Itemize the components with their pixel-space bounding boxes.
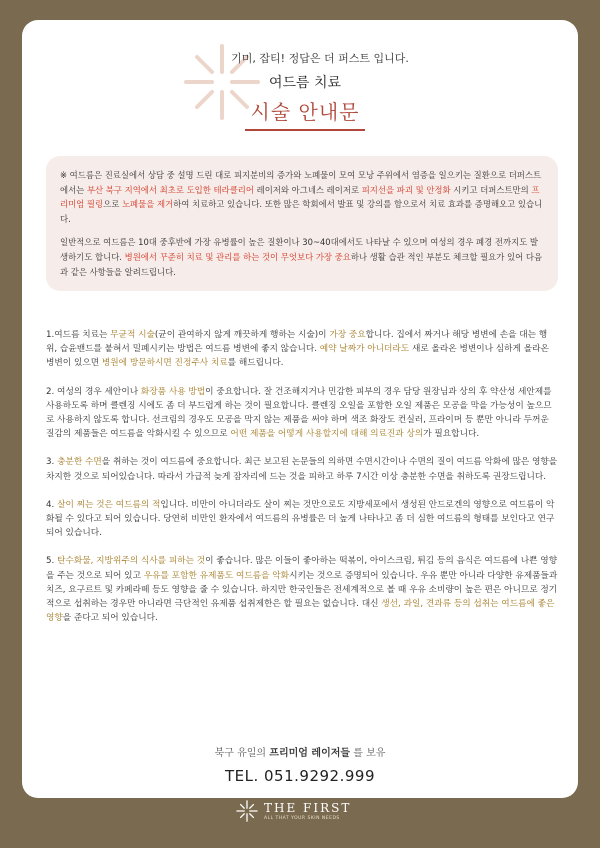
- body-text: 합니다. 집에서 짜거나 해당 병변에 손을 대는 행위, 습윤밴드를 붙혀서 밀폐시키는 방법은 여드름 병변에 좋지 않습니다.: [46, 330, 548, 355]
- body-text: 입니다. 비만이 아니더라도 살이 찌는 것만으로도 지방세포에서 생성된 안드로겐의 영향으로 여드름이 악화될 수 있다고 되어 있습니다. 당연히 비만인 환자에서 여드름의 유병률은 더 높게 나타나고 좀 더 심한 여드름의 형태를 보인다고 연구되어 있습니다.: [46, 499, 555, 539]
- header: [22, 50, 578, 131]
- highlight-text: 충분한 수면: [57, 457, 102, 468]
- highlight-text: 무균적 시술: [110, 330, 155, 340]
- guideline-sections: [46, 328, 558, 639]
- highlight-text: 어떤 제품을 어떻게 사용할지에 대해 의료진과 상의: [230, 429, 424, 440]
- body-text: 레이저와 아그네스 레이저로: [253, 184, 362, 195]
- highlight-text: 탄수화물, 지방위주의 식사를 피하는 것: [57, 556, 206, 567]
- notice-paragraph-2: [60, 235, 544, 279]
- highlight-text: 노폐물을 제거: [121, 199, 174, 210]
- body-text: 을 준다고 되어 있습니다.: [62, 613, 158, 624]
- subtitle: 여드름 치료: [268, 75, 342, 91]
- body-text: (균이 관여하지 않게 깨끗하게 행하는 시술)이: [154, 330, 330, 340]
- body-text: 이 좋습니다. 많은 이들이 좋아하는 떡볶이, 아이스크림, 튀김 등의 음식은 여드름에 나쁜 영향을 주는 것으로 되어 있고: [46, 556, 558, 581]
- footer-slogan: [22, 744, 578, 759]
- phone-number[interactable]: TEL. 051.9292.999: [224, 767, 375, 785]
- body-text: ※ 여드름은 진료실에서 상담 중 설명 드린 대로 피지분비의 증가와 노폐물이 모여 모낭 주위에서 염증을 일으키는 질환으로 더퍼스트에서는: [60, 170, 542, 195]
- highlight-text: 화장품 사용 방법: [140, 386, 206, 397]
- body-text: 2. 여성의 경우 세안이나: [46, 386, 141, 397]
- guideline-item-4: [46, 498, 558, 541]
- highlight-text: 생선, 과일, 견과류 등의 섭취는 여드름에 좋은 영향: [46, 599, 555, 624]
- logo-sparkle-icon: [236, 800, 258, 822]
- guideline-item-2: [46, 385, 558, 442]
- body-text: 을 취하는 것이 여드름에 중요합니다. 최근 보고된 논문들의 의하면 수면시간이나 수면의 질이 여드름 악화에 많은 영향을 차지한 것으로 되어있습니다. 따라서 가급적 늦게 잠자리에 드는 것을 피하고 하루 7시간 이상 충분한 수면을 취하도록 권장드립니다.: [46, 457, 558, 482]
- highlight-text: 우유를 포함한 유제품도 여드름을 악화: [143, 570, 290, 581]
- highlight-text: 프리미엄 필링: [60, 184, 540, 210]
- footer-slogan-bold: 프리미엄 레이저들: [269, 748, 351, 759]
- logo-name: THE FIRST: [264, 800, 352, 815]
- guideline-item-5: [46, 554, 558, 625]
- body-text: 하나 생활 습관 적인 부분도 체크할 필요가 있어 다음과 같은 사항들을 알려드립니다.: [60, 251, 543, 277]
- body-text: 3.: [46, 457, 58, 468]
- body-text: 일반적으로 여드름은 10대 중후반에 가장 유병률이 높은 질환이나 30~40대에서도 나타날 수 있으며 여성의 경우 폐경 전까지도 발생하기도 합니다.: [60, 237, 539, 262]
- body-text: 새로 올라온 병변이나 심하게 올라온 병변이 있으면: [46, 344, 549, 369]
- highlight-text: 피지선을 파괴 및 안정화: [361, 184, 451, 195]
- highlight-text: 예약 날짜가 아니더라도: [319, 344, 410, 355]
- page-title: 시술 안내문: [245, 96, 366, 131]
- highlight-text: 병원에 방문하시면 진정주사 치료: [101, 358, 228, 369]
- body-text: 으로: [103, 199, 122, 210]
- highlight-text: 병원에서 꾸준히 치료 및 관리를 하는 것이 무엇보다 가장 중요: [124, 251, 351, 262]
- highlight-text: 살이 찌는 것은 여드름의 적: [57, 499, 161, 510]
- body-text: 를 해드립니다.: [227, 358, 284, 369]
- footer: [22, 744, 578, 785]
- guideline-item-3: [46, 455, 558, 483]
- notice-box: [46, 156, 558, 291]
- highlight-text: 가장 중요: [329, 330, 366, 340]
- guideline-item-1: [46, 328, 558, 371]
- body-text: 시키고 더퍼스트만의: [450, 184, 532, 195]
- body-text: 이 중요합니다. 잘 건조해지거나 민감한 피부의 경우 담당 원장님과 상의 후 약산성 세안제를 사용하도록 하며 클렌징 시에도 좀 더 부드럽게 하는 것이 필요합니다. 클렌징 오일을 포함한 오일 제품은 모공을 막을 가능성이 높으므로 사용하지 않도록 합니다. 선크림의 경우도 모공을 막지 않는 제품을 써야 하며 색조 화장도 컨실러, 프라이머 등 뿐만 아니라 두꺼운 질감의 제품들은 여드름을 악화시킬 수 있으므로: [46, 386, 552, 440]
- notice-paragraph-1: [60, 168, 544, 226]
- body-text: 4.: [46, 499, 58, 510]
- footer-slogan-post: 를 보유: [350, 748, 386, 759]
- footer-slogan-pre: 북구 유일의: [214, 748, 270, 759]
- body-text: 하여 치료하고 있습니다. 또한 많은 학회에서 발표 및 강의를 함으로서 치료 효과를 증명해오고 있습니다.: [60, 199, 543, 224]
- brand-logo: [236, 800, 351, 822]
- body-text: 5.: [46, 556, 58, 567]
- logo-slogan: ALL THAT YOUR SKIN NEEDS: [264, 815, 340, 821]
- highlight-text: 부산 북구 지역에서 최초로 도입한 테라클리어: [86, 184, 254, 195]
- document-card: [22, 20, 578, 798]
- body-text: 시키는 것으로 증명되어 있습니다. 우유 뿐만 아니라 다양한 유제품들과 치즈, 요구르트 및 카페라떼 등도 영향을 줄 수 있습니다. 하지만 한국인들은 전세계적으로 볼 때 우유 소비량이 높은 편은 아니므로 정기적으로 섭취하는 경우만 아니라면 극단적인 유제품 섭취제한은 할 필요는 없습니다. 대신: [46, 570, 558, 610]
- body-text: 1.여드름 치료는: [46, 330, 111, 340]
- tagline: 기미, 잡티! 정답은 더 퍼스트 입니다.: [231, 52, 409, 65]
- body-text: 가 필요합니다.: [423, 429, 480, 440]
